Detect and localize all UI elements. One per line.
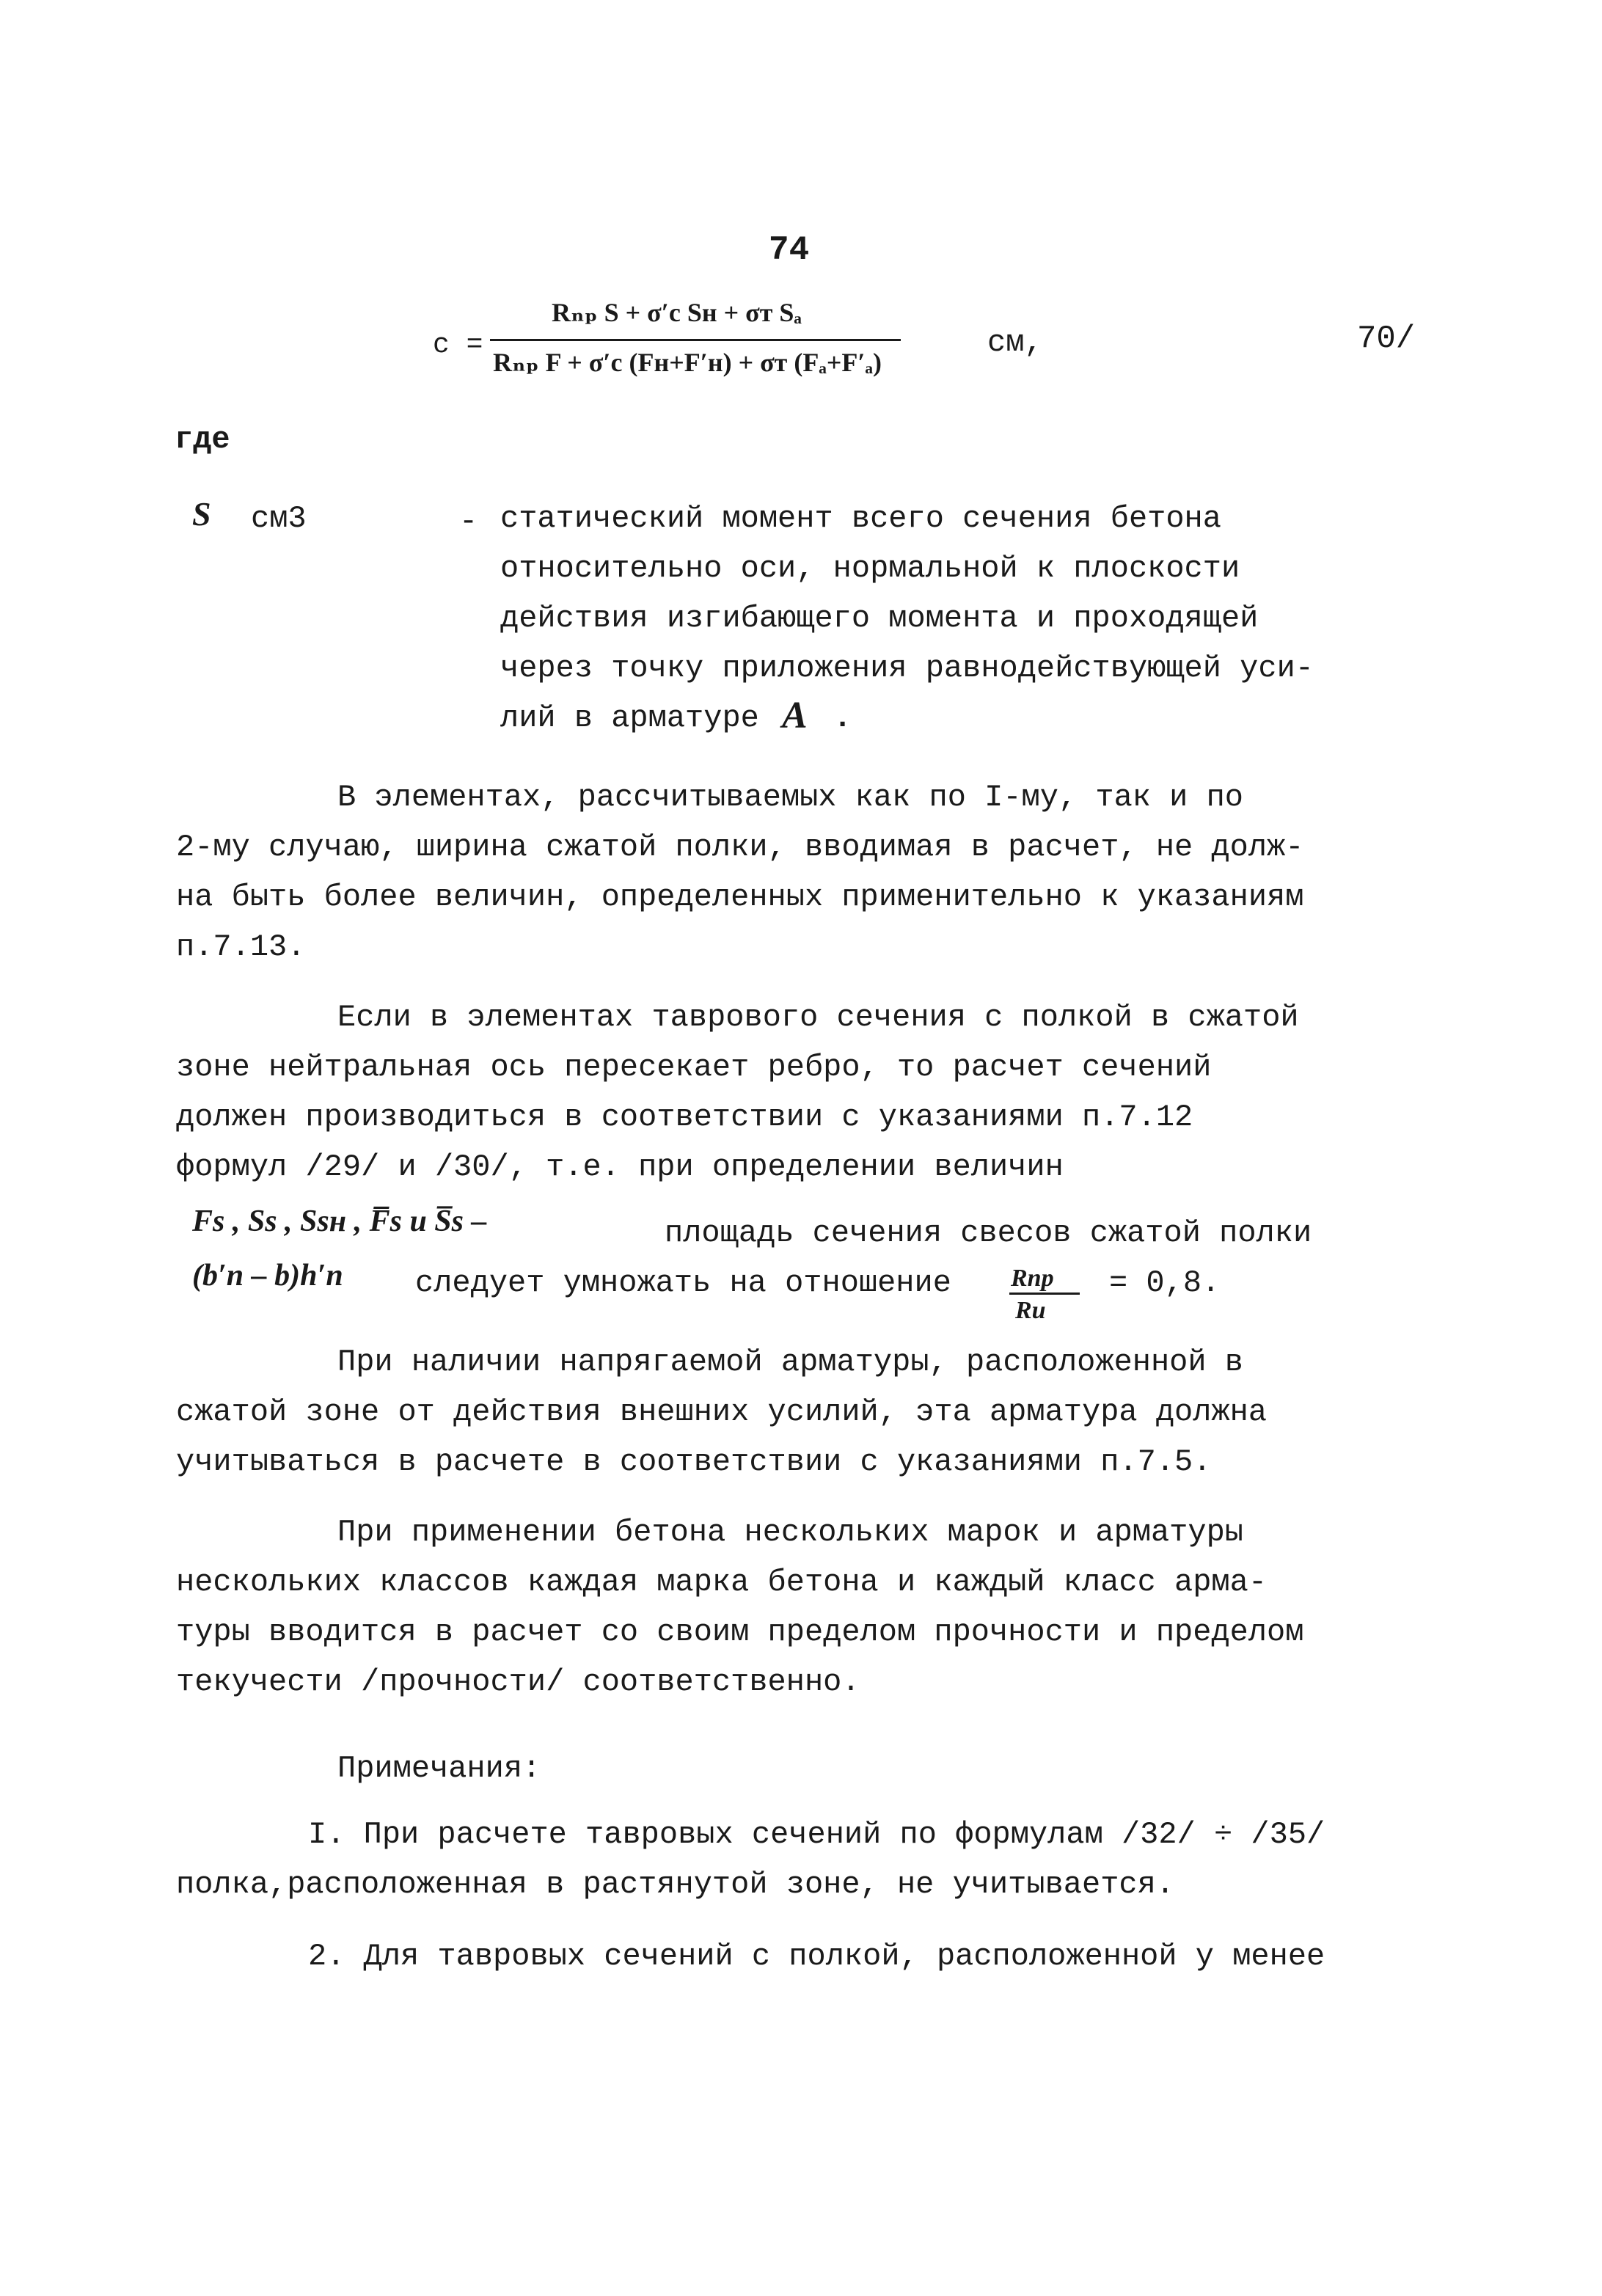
paragraph-line: следует умножать на отношение	[415, 1265, 951, 1301]
paragraph-line: учитываться в расчете в соответствии с указаниями п.7.5.	[176, 1444, 1212, 1480]
handwritten-expression: (b′n – b)h′n	[192, 1259, 343, 1293]
definition-line: относительно оси, нормальной к плоскости	[500, 551, 1240, 586]
formula-denominator: Rₙₚ F + σ′c (Fн+F′н) + σᴛ (Fₐ+F′ₐ)	[493, 348, 882, 377]
ratio-value: = 0,8.	[1109, 1265, 1221, 1301]
definition-line: действия изгибающего момента и проходящей	[500, 601, 1259, 636]
note-line: 2. Для тавровых сечений с полкой, расположенной у менее	[308, 1939, 1325, 1974]
handwritten-symbols: Fs , Ss , Ssн , F̅s и S̅s –	[192, 1204, 487, 1238]
note-line: I. При расчете тавровых сечений по формулам /32/ ÷ /35/	[308, 1817, 1325, 1852]
paragraph-line: Если в элементах таврового сечения с полкой в сжатой	[337, 1000, 1299, 1035]
definition-line: лий в арматуре	[500, 701, 759, 736]
ratio-numerator: Rnp	[1011, 1265, 1054, 1292]
definition-symbol: S	[192, 495, 211, 533]
definition-period: .	[833, 701, 852, 736]
formula-unit: см,	[987, 325, 1043, 360]
paragraph-line: должен производиться в соответствии с указаниями п.7.12	[176, 1100, 1193, 1135]
ratio-denominator: Ru	[1015, 1297, 1046, 1324]
formula-lhs: c =	[433, 329, 483, 361]
notes-heading: Примечания:	[337, 1751, 541, 1786]
paragraph-line: туры вводится в расчет со своим пределом прочности и пределом	[176, 1615, 1304, 1650]
paragraph-line: При наличии напрягаемой арматуры, расположенной в	[337, 1345, 1244, 1380]
paragraph-line: нескольких классов каждая марка бетона и каждый класс арма-	[176, 1565, 1268, 1600]
paragraph-line: площадь сечения свесов сжатой полки	[665, 1215, 1312, 1251]
paragraph-line: п.7.13.	[176, 929, 306, 965]
paragraph-line: 2-му случаю, ширина сжатой полки, вводимая в расчет, не долж-	[176, 830, 1304, 865]
definition-unit: см3	[251, 501, 307, 536]
page-number: 74	[769, 231, 810, 269]
note-line: полка,расположенная в растянутой зоне, не учитывается.	[176, 1867, 1175, 1902]
paragraph-line: При применении бетона нескольких марок и арматуры	[337, 1515, 1244, 1550]
paragraph-line: зоне нейтральная ось пересекает ребро, то расчет сечений	[176, 1050, 1212, 1085]
definition-line: статический момент всего сечения бетона	[500, 501, 1221, 536]
formula-numerator: Rₙₚ S + σ′c Sн + σᴛ Sₐ	[552, 298, 802, 327]
paragraph-line: текучести /прочности/ соответственно.	[176, 1664, 860, 1700]
paragraph-line: формул /29/ и /30/, т.е. при определении величин	[176, 1149, 1064, 1185]
paragraph-line: на быть более величин, определенных применительно к указаниям	[176, 880, 1304, 915]
where-label: где	[175, 422, 230, 457]
symbol-A: A	[782, 695, 808, 736]
definition-dash: -	[459, 504, 478, 539]
equation-number: 70/	[1357, 321, 1416, 357]
ratio-bar	[1009, 1293, 1080, 1295]
definition-line: через точку приложения равнодействующей уси-	[500, 651, 1314, 686]
fraction-bar	[490, 339, 901, 341]
paragraph-line: В элементах, рассчитываемых как по I-му, так и по	[337, 780, 1244, 815]
paragraph-line: сжатой зоне от действия внешних усилий, эта арматура должна	[176, 1394, 1268, 1430]
